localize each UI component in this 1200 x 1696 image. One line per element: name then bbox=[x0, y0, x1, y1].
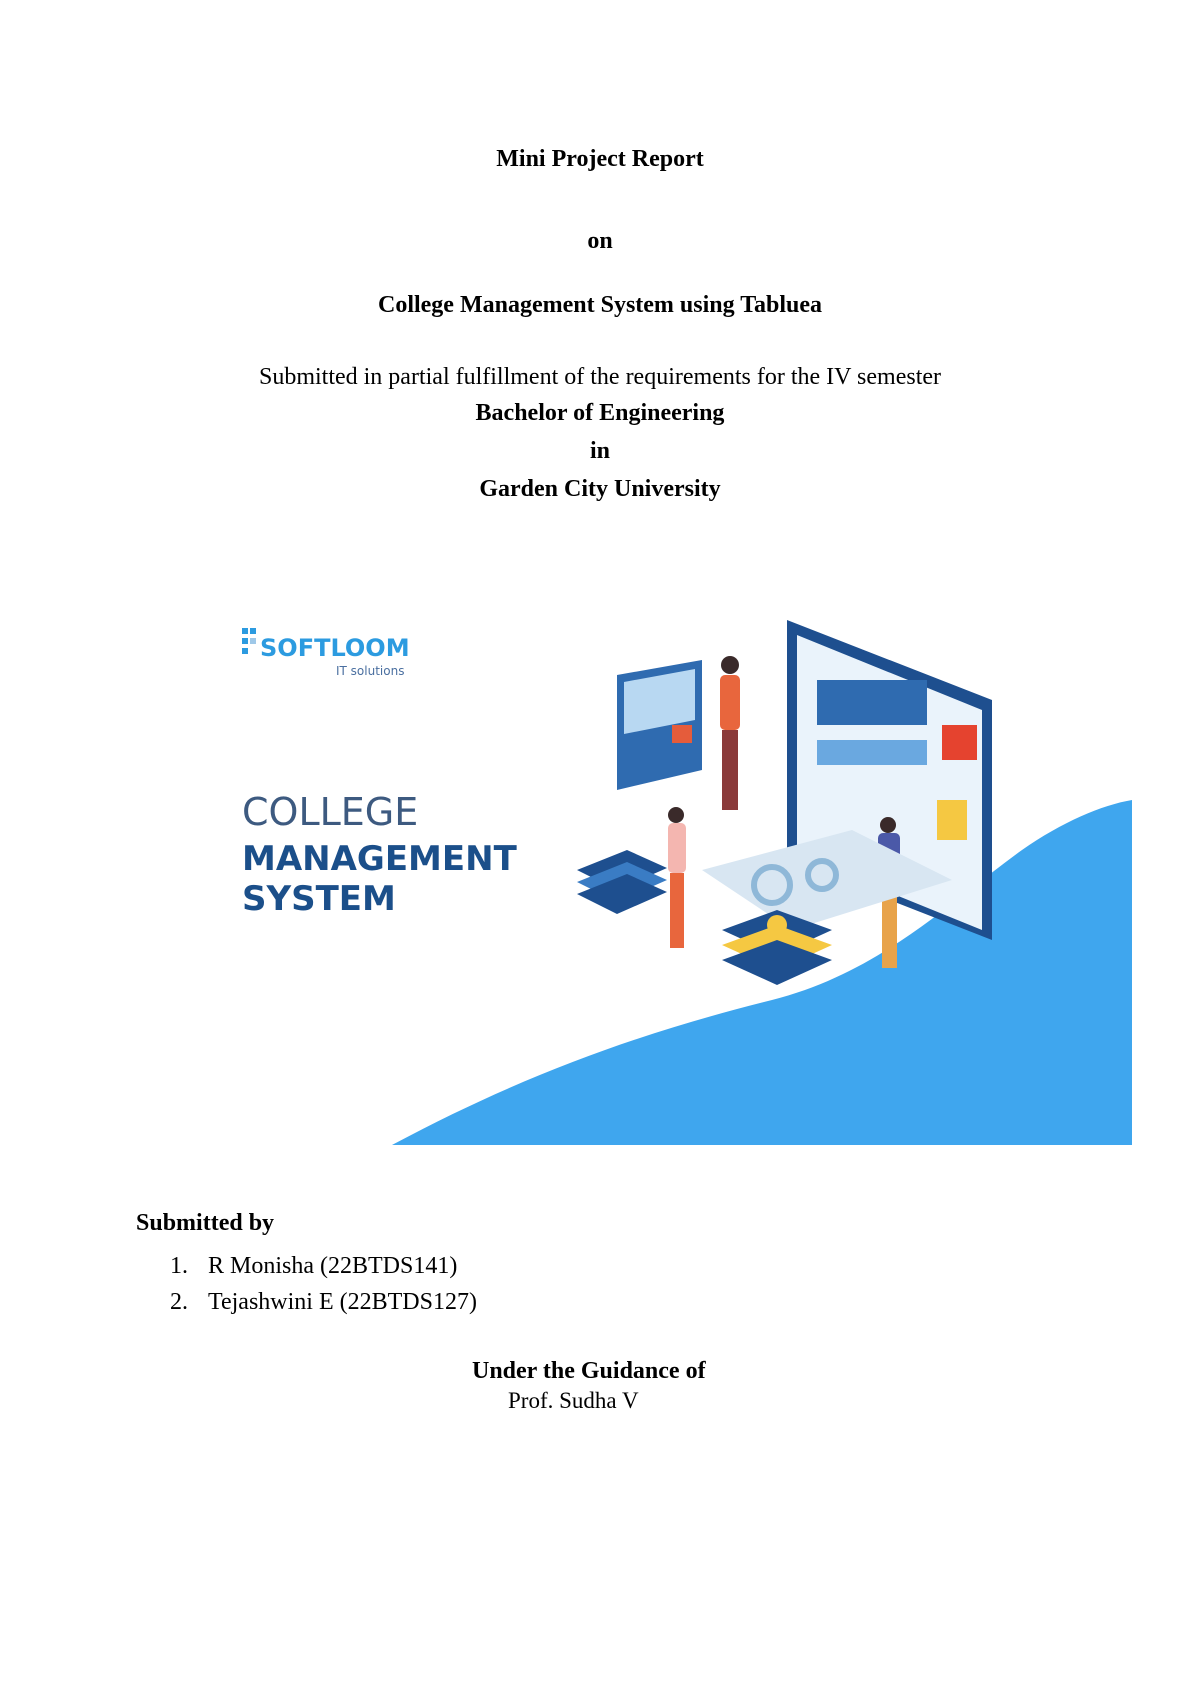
submission-line: Submitted in partial fulfillment of the requirements for the IV semester bbox=[258, 364, 942, 390]
logo-sub: IT solutions bbox=[336, 664, 405, 678]
list-number: 2. bbox=[170, 1289, 188, 1315]
logo-name: SOFTLOOM bbox=[260, 634, 410, 662]
submitted-by-heading: Submitted by bbox=[136, 1210, 275, 1236]
guidance-heading: Under the Guidance of bbox=[472, 1358, 706, 1384]
member-list bbox=[170, 1248, 477, 1320]
banner-heading-college: COLLEGE bbox=[242, 790, 419, 834]
guide-name: Prof. Sudha V bbox=[508, 1388, 639, 1413]
cms-banner-image bbox=[232, 600, 1132, 1145]
banner-heading-system: SYSTEM bbox=[242, 879, 396, 919]
report-title: Mini Project Report bbox=[496, 146, 704, 172]
left-dashboard-panel-icon bbox=[617, 660, 702, 790]
list-number: 1. bbox=[170, 1253, 188, 1279]
member-name: Tejashwini E (22BTDS127) bbox=[208, 1289, 477, 1315]
list-item bbox=[170, 1284, 477, 1320]
person-left-icon bbox=[668, 807, 686, 948]
banner-heading-management: MANAGEMENT bbox=[242, 839, 517, 879]
degree: Bachelor of Engineering bbox=[475, 400, 725, 426]
member-name: R Monisha (22BTDS141) bbox=[208, 1253, 458, 1279]
list-item bbox=[170, 1248, 477, 1284]
softloom-logo bbox=[242, 628, 410, 678]
person-standing-top-icon bbox=[720, 656, 740, 810]
banner-illustration bbox=[232, 600, 1132, 1145]
report-on: on bbox=[587, 228, 613, 254]
degree-in: in bbox=[589, 438, 610, 464]
stacked-docs-icon bbox=[577, 850, 667, 914]
university: Garden City University bbox=[479, 476, 721, 502]
project-title: College Management System using Tabluea bbox=[377, 292, 823, 318]
